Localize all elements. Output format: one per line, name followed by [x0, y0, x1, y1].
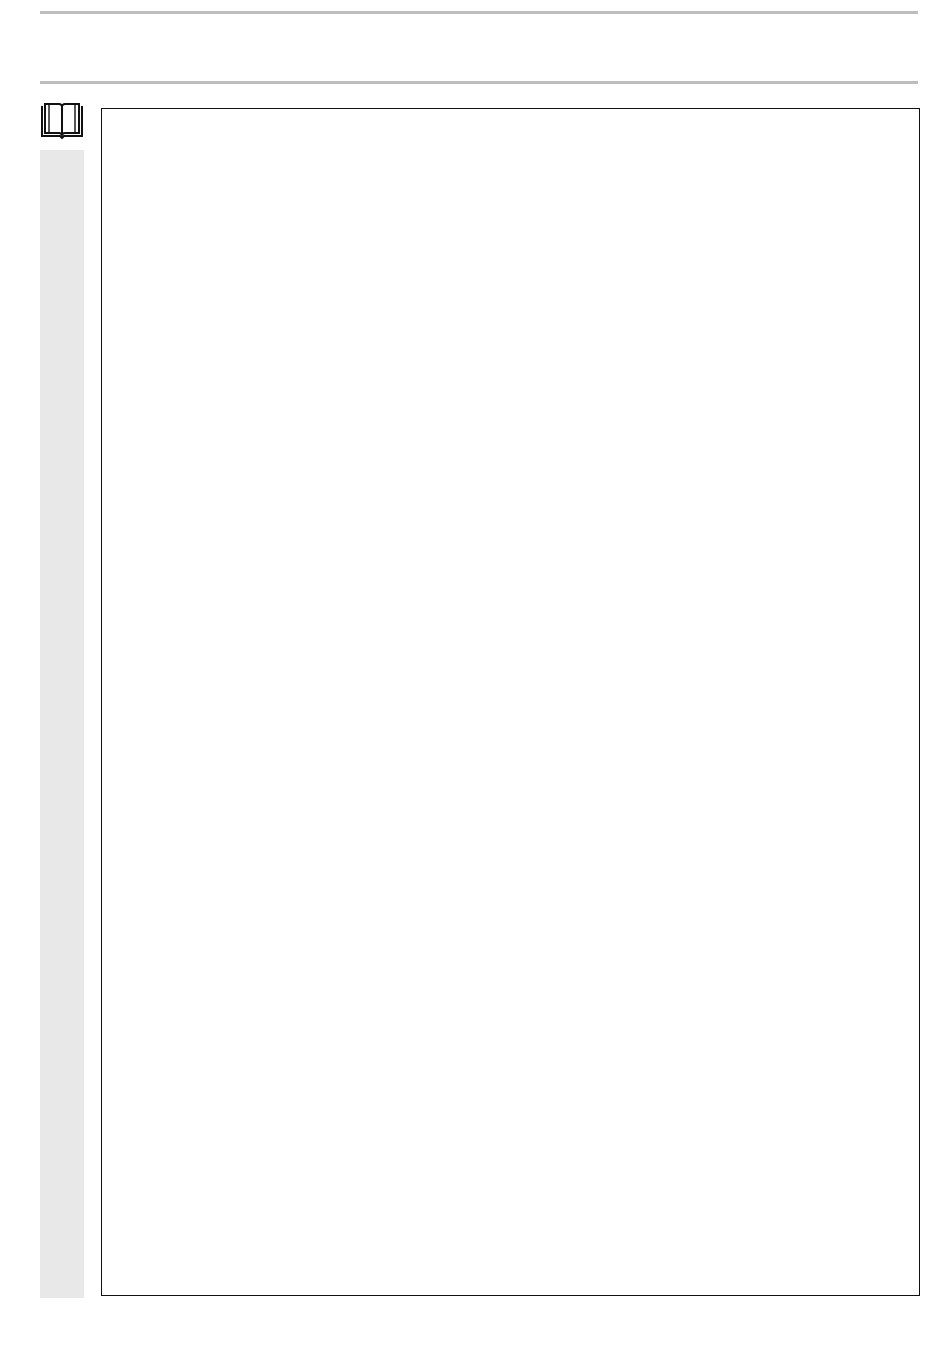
- top-rule: [40, 11, 918, 14]
- manual-book-icon: [40, 100, 84, 140]
- parts-grid: [101, 108, 920, 1296]
- sidebar-strip: [40, 150, 84, 1298]
- header-rule: [40, 81, 918, 84]
- brand-logo: [42, 26, 52, 74]
